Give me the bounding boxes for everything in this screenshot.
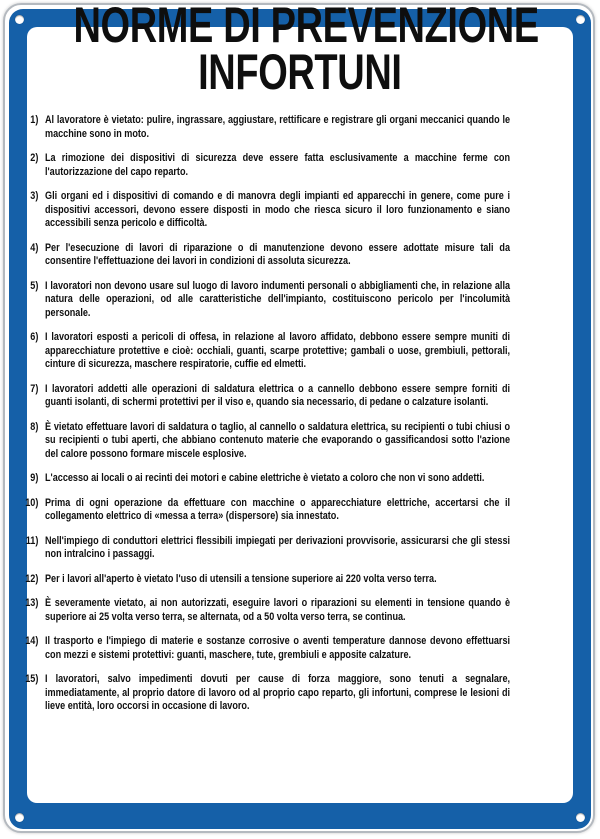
rule-number: 7) [30, 382, 39, 395]
title-line-1 [0, 0, 600, 53]
title-line-1-text: NORME DI PREVENZIONE [73, 0, 539, 53]
title-line-2-text: INFORTUNI [198, 44, 402, 100]
rule-text: Nell'impiego di conduttori elettrici flessibili impiegati per derivazioni provvisorie, assicurarsi che gli stessi non intralcino i passaggi. [44, 534, 511, 560]
rule-item [7, 383, 510, 410]
rule-text: È severamente vietato, ai non autorizzati, eseguire lavori o riparazioni su elementi in tensione quando è superiore ai 25 volta verso terra, se alternata, od a 50 volta verso terra, se continua. [44, 597, 511, 623]
rule-text: Gli organi ed i dispositivi di comando e di manovra degli impianti ed apparecchi in genere, come pure i dispositivi accessori, devono essere disposti in modo che riesca sicuro il loro funzionamento e siano accessibili senza pericolo e difficoltà. [44, 190, 511, 229]
screw-hole-bottom-right [576, 813, 585, 822]
rule-item [7, 114, 510, 141]
rule-text: I lavoratori non devono usare sul luogo di lavoro indumenti personali o abbigliamenti che, in relazione alla natura delle operazioni, od alle caratteristiche dell'impianto, costituiscono pericolo per l'incolumità personale. [44, 279, 511, 319]
rule-number: 11) [25, 534, 39, 547]
rules-list [7, 114, 510, 714]
rule-text: Al lavoratore è vietato: pulire, ingrassare, aggiustare, rettificare e registrare gli organi meccanici quando le macchine sono in moto. [44, 114, 511, 140]
rule-number: 13) [25, 597, 39, 609]
rule-item [7, 573, 510, 587]
rule-item [7, 152, 510, 179]
rule-text: I lavoratori, salvo impedimenti dovuti per cause di forza maggiore, sono tenuti a segnalare, immediatamente, al proprio datore di lavoro od al proprio capo reparto, gli infortuni, comprese le lesioni di lieve entità, loro occorsi in occasione di lavoro. [44, 673, 511, 712]
rule-number: 4) [30, 241, 39, 254]
rule-text: Il trasporto e l'impiego di materie e sostanze corrosive o aventi temperature dannose devono effettuarsi con mezzi e sistemi protettivi: guanti, maschere, tute, grembiuli e apposite calzature. [44, 635, 511, 661]
sign-title [0, 0, 600, 100]
rule-item [7, 535, 510, 562]
rule-number: 2) [30, 152, 39, 164]
rule-item [7, 497, 510, 524]
screw-hole-bottom-left [15, 813, 24, 822]
rule-number: 5) [30, 279, 39, 292]
rule-number: 12) [25, 572, 39, 585]
rule-item [7, 597, 510, 624]
rule-item [7, 331, 510, 372]
rule-number: 10) [25, 496, 39, 509]
rule-number: 3) [30, 190, 39, 202]
rule-number: 1) [30, 114, 39, 126]
rule-text: Per i lavori all'aperto è vietato l'uso di utensili a tensione superiore ai 220 volta verso terra. [44, 572, 437, 585]
title-line-2 [0, 44, 600, 100]
rule-number: 15) [25, 673, 39, 685]
rule-text: È vietato effettuare lavori di saldatura o taglio, al cannello o saldatura elettrica, su recipienti o tubi chiusi o su recipienti o tubi aperti, che abbiano contenuto materie che evaporando o gassificandosi sotto l'azione del calore possono formare miscele esplosive. [44, 420, 511, 460]
rule-text: Prima di ogni operazione da effettuare con macchine o apparecchiature elettriche, accertarsi che il collegamento elettrico di «messa a terra» (dispersore) sia innestato. [44, 496, 511, 522]
rule-text: I lavoratori esposti a pericoli di offesa, in relazione al lavoro affidato, debbono essere sempre muniti di apparecchiature protettive e cioè: occhiali, guanti, scarpe protettive; gambali o uose, grembiuli, pettorali, cinture di sicurezza, maschere respiratorie, cuffie ed elmetti. [44, 331, 511, 370]
rule-text: L'accesso ai locali o ai recinti dei motori e cabine elettriche è vietato a coloro che non vi sono addetti. [44, 472, 485, 484]
rule-item [7, 421, 510, 462]
rule-item [7, 635, 510, 662]
rule-number: 8) [30, 420, 39, 433]
rule-item [7, 242, 510, 269]
rule-text: I lavoratori addetti alle operazioni di saldatura elettrica o a cannello debbono essere sempre forniti di guanti isolanti, di schermi protettivi per il viso e, quando sia necessario, di pedane o calzature isolanti. [44, 382, 511, 408]
rule-text: La rimozione dei dispositivi di sicurezza deve essere fatta esclusivamente a macchine ferme con l'autorizzazione del capo reparto. [44, 152, 511, 178]
rule-item [7, 472, 510, 486]
rule-number: 14) [25, 635, 39, 647]
rule-item [7, 280, 510, 321]
rule-item [7, 673, 510, 714]
rule-text: Per l'esecuzione di lavori di riparazione o di manutenzione devono essere adottate misure tali da consentire l'effettuazione dei lavori in condizioni di assoluta sicurezza. [44, 241, 511, 267]
rule-number: 9) [30, 472, 39, 484]
rule-item [7, 190, 510, 231]
rule-number: 6) [30, 331, 39, 343]
